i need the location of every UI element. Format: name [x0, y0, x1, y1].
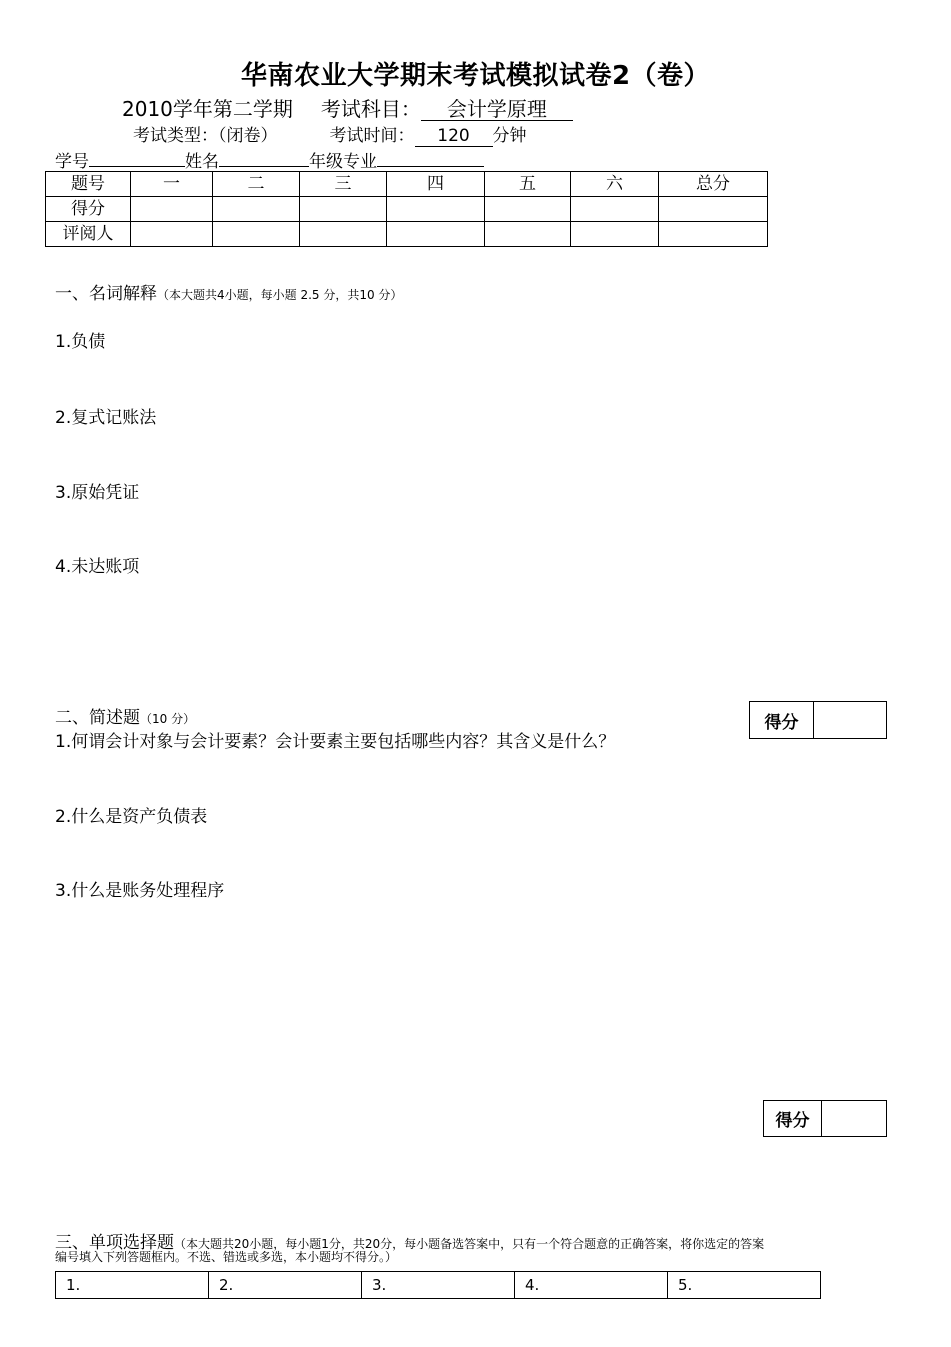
header-cell: 总分 [659, 172, 768, 197]
grade-major-label: 年级专业 [309, 152, 377, 172]
score-cell[interactable] [300, 197, 387, 222]
header-cell: 六 [571, 172, 659, 197]
row-label: 评阅人 [46, 222, 131, 247]
name-label: 姓名 [185, 152, 219, 172]
reviewer-cell[interactable] [213, 222, 300, 247]
question-item: 2.什么是资产负债表 [55, 807, 208, 827]
exam-type: 考试类型：（闭卷） [133, 126, 278, 146]
score-cell[interactable] [485, 197, 571, 222]
header-cell: 题号 [46, 172, 131, 197]
answer-cell[interactable]: 5. [668, 1272, 821, 1299]
name-blank[interactable] [219, 166, 309, 167]
answer-cell[interactable]: 2. [209, 1272, 362, 1299]
score-row [46, 197, 768, 222]
question-item: 1.何谓会计对象与会计要素？会计要素主要包括哪些内容？其含义是什么？ [55, 732, 616, 752]
question-item: 1.负债 [55, 332, 106, 352]
answer-row [56, 1272, 821, 1299]
grade-major-blank[interactable] [377, 166, 484, 167]
header-cell: 二 [213, 172, 300, 197]
answer-table [55, 1271, 821, 1299]
answer-cell[interactable]: 1. [56, 1272, 209, 1299]
section2-heading [55, 703, 195, 728]
semester: 2010学年第二学期 [122, 97, 293, 121]
score-box-field[interactable] [822, 1101, 886, 1136]
student-info-line [55, 147, 484, 172]
student-id-label: 学号 [55, 152, 89, 172]
score-box-field[interactable] [814, 702, 886, 738]
exam-time-unit: 分钟 [492, 126, 527, 146]
reviewer-row [46, 222, 768, 247]
score-box-label: 得分 [764, 1101, 822, 1136]
score-cell[interactable] [387, 197, 485, 222]
subject-label: 考试科目： [320, 97, 421, 121]
score-cell[interactable] [131, 197, 213, 222]
section1-note: （本大题共4小题，每小题 2.5 分，共10 分） [157, 288, 403, 302]
header-cell: 一 [131, 172, 213, 197]
section3-note-line2: 编号填入下列答题框内。不选、错选或多选，本小题均不得分。） [55, 1250, 398, 1264]
question-item: 2.复式记账法 [55, 408, 157, 428]
header-cell: 三 [300, 172, 387, 197]
score-box-label: 得分 [750, 702, 814, 738]
row-label: 得分 [46, 197, 131, 222]
reviewer-cell[interactable] [485, 222, 571, 247]
exam-time-value: 120 [415, 128, 493, 147]
answer-cell[interactable]: 3. [362, 1272, 515, 1299]
reviewer-cell[interactable] [300, 222, 387, 247]
question-item: 3.原始凭证 [55, 483, 140, 503]
score-table-header-row [46, 172, 768, 197]
header-cell: 五 [485, 172, 571, 197]
section3-title: 三、单项选择题 [55, 1233, 174, 1253]
student-id-blank[interactable] [89, 166, 185, 167]
section1-heading [55, 279, 402, 304]
exam-time-label: 考试时间： [329, 126, 415, 146]
section3-note-line1: （本大题共20小题，每小题1分，共20分，每小题备选答案中，只有一个符合题意的正确答案，将你选定的答案 [174, 1237, 765, 1251]
answer-cell[interactable]: 4. [515, 1272, 668, 1299]
score-table [45, 171, 768, 247]
header-cell: 四 [387, 172, 485, 197]
reviewer-cell[interactable] [387, 222, 485, 247]
score-cell[interactable] [571, 197, 659, 222]
exam-type-time-line [133, 121, 527, 147]
question-item: 4.未达账项 [55, 557, 140, 577]
section3-score-box [763, 1100, 887, 1137]
subject-value: 会计学原理 [421, 99, 573, 121]
question-item: 3.什么是账务处理程序 [55, 881, 225, 901]
score-cell[interactable] [659, 197, 768, 222]
section2-title: 二、简述题 [55, 708, 140, 728]
semester-subject-line [122, 93, 573, 122]
reviewer-cell[interactable] [659, 222, 768, 247]
section1-title: 一、名词解释 [55, 284, 157, 304]
section2-note: （10 分） [140, 712, 196, 726]
reviewer-cell[interactable] [131, 222, 213, 247]
section2-score-box [749, 701, 887, 739]
exam-title: 华南农业大学期末考试模拟试卷2（卷） [240, 61, 711, 91]
reviewer-cell[interactable] [571, 222, 659, 247]
score-cell[interactable] [213, 197, 300, 222]
